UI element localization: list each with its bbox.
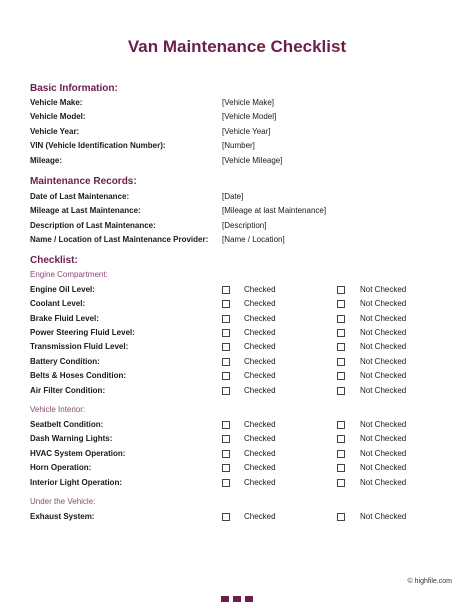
field-label: Name / Location of Last Maintenance Provider: bbox=[30, 235, 209, 244]
records-row bbox=[0, 192, 474, 204]
checked-label: Checked bbox=[244, 328, 276, 337]
item-label: Dash Warning Lights: bbox=[30, 434, 113, 443]
checkbox-not-checked[interactable] bbox=[337, 387, 345, 395]
checkbox-not-checked[interactable] bbox=[337, 329, 345, 337]
field-label: Date of Last Maintenance: bbox=[30, 192, 130, 201]
checkbox-not-checked[interactable] bbox=[337, 513, 345, 521]
basic-row bbox=[0, 98, 474, 110]
item-label: HVAC System Operation: bbox=[30, 449, 126, 458]
not-checked-label: Not Checked bbox=[360, 463, 407, 472]
field-label: Vehicle Make: bbox=[30, 98, 83, 107]
page-title: Van Maintenance Checklist bbox=[127, 37, 347, 56]
field-value[interactable]: [Mileage at last Maintenance] bbox=[222, 206, 327, 215]
item-label: Belts & Hoses Condition: bbox=[30, 371, 127, 380]
checkbox-not-checked[interactable] bbox=[337, 343, 345, 351]
field-label: VIN (Vehicle Identification Number): bbox=[30, 141, 166, 150]
item-label: Exhaust System: bbox=[30, 512, 95, 521]
checkbox-checked[interactable] bbox=[222, 435, 230, 443]
checkbox-not-checked[interactable] bbox=[337, 372, 345, 380]
not-checked-label: Not Checked bbox=[360, 328, 407, 337]
field-value[interactable]: [Vehicle Year] bbox=[222, 127, 271, 136]
item-label: Battery Condition: bbox=[30, 357, 100, 366]
group-under-the-vehicle: Under the Vehicle: bbox=[30, 497, 96, 506]
field-label: Description of Last Maintenance: bbox=[30, 221, 156, 230]
checked-label: Checked bbox=[244, 357, 276, 366]
checkbox-not-checked[interactable] bbox=[337, 358, 345, 366]
checkbox-checked[interactable] bbox=[222, 513, 230, 521]
item-label: Power Steering Fluid Level: bbox=[30, 328, 135, 337]
checked-label: Checked bbox=[244, 342, 276, 351]
item-label: Seatbelt Condition: bbox=[30, 420, 104, 429]
checklist-heading: Checklist: bbox=[30, 255, 78, 266]
item-label: Coolant Level: bbox=[30, 299, 86, 308]
footer-credit: © highfile.com bbox=[407, 578, 452, 585]
checkbox-checked[interactable] bbox=[222, 300, 230, 308]
field-label: Mileage at Last Maintenance: bbox=[30, 206, 141, 215]
checkbox-checked[interactable] bbox=[222, 343, 230, 351]
group-engine-compartment: Engine Compartment: bbox=[30, 270, 108, 279]
field-value[interactable]: [Number] bbox=[222, 141, 255, 150]
basic-row bbox=[0, 127, 474, 139]
checked-label: Checked bbox=[244, 512, 276, 521]
not-checked-label: Not Checked bbox=[360, 357, 407, 366]
not-checked-label: Not Checked bbox=[360, 434, 407, 443]
item-label: Horn Operation: bbox=[30, 463, 92, 472]
checklist-row bbox=[0, 328, 474, 340]
checked-label: Checked bbox=[244, 314, 276, 323]
checked-label: Checked bbox=[244, 478, 276, 487]
group-vehicle-interior: Vehicle Interior: bbox=[30, 405, 86, 414]
not-checked-label: Not Checked bbox=[360, 512, 407, 521]
maintenance-records-heading: Maintenance Records: bbox=[30, 176, 137, 187]
checklist-row bbox=[0, 299, 474, 311]
records-row bbox=[0, 221, 474, 233]
records-row bbox=[0, 235, 474, 247]
not-checked-label: Not Checked bbox=[360, 478, 407, 487]
checkbox-checked[interactable] bbox=[222, 479, 230, 487]
not-checked-label: Not Checked bbox=[360, 449, 407, 458]
checklist-row bbox=[0, 342, 474, 354]
item-label: Interior Light Operation: bbox=[30, 478, 122, 487]
basic-info-heading: Basic Information: bbox=[30, 83, 118, 94]
checklist-row bbox=[0, 512, 474, 524]
checked-label: Checked bbox=[244, 386, 276, 395]
checkbox-checked[interactable] bbox=[222, 387, 230, 395]
decor-square bbox=[245, 596, 253, 602]
field-value[interactable]: [Vehicle Model] bbox=[222, 112, 277, 121]
checklist-row bbox=[0, 357, 474, 369]
not-checked-label: Not Checked bbox=[360, 299, 407, 308]
field-label: Mileage: bbox=[30, 156, 63, 165]
not-checked-label: Not Checked bbox=[360, 371, 407, 380]
checkbox-checked[interactable] bbox=[222, 450, 230, 458]
checkbox-checked[interactable] bbox=[222, 372, 230, 380]
checkbox-checked[interactable] bbox=[222, 286, 230, 294]
field-value[interactable]: [Name / Location] bbox=[222, 235, 285, 244]
checkbox-not-checked[interactable] bbox=[337, 435, 345, 443]
checkbox-not-checked[interactable] bbox=[337, 421, 345, 429]
decor-square bbox=[233, 596, 241, 602]
item-label: Engine Oil Level: bbox=[30, 285, 95, 294]
checklist-row bbox=[0, 463, 474, 475]
checklist-row bbox=[0, 420, 474, 432]
checklist-row bbox=[0, 314, 474, 326]
not-checked-label: Not Checked bbox=[360, 314, 407, 323]
checked-label: Checked bbox=[244, 449, 276, 458]
checkbox-checked[interactable] bbox=[222, 464, 230, 472]
basic-row bbox=[0, 141, 474, 153]
item-label: Air Filter Condition: bbox=[30, 386, 106, 395]
field-value[interactable]: [Vehicle Mileage] bbox=[222, 156, 283, 165]
decor-square bbox=[221, 596, 229, 602]
checklist-row bbox=[0, 386, 474, 398]
checkbox-checked[interactable] bbox=[222, 358, 230, 366]
field-label: Vehicle Model: bbox=[30, 112, 86, 121]
checkbox-not-checked[interactable] bbox=[337, 286, 345, 294]
checked-label: Checked bbox=[244, 299, 276, 308]
checkbox-not-checked[interactable] bbox=[337, 315, 345, 323]
item-label: Transmission Fluid Level: bbox=[30, 342, 129, 351]
checked-label: Checked bbox=[244, 463, 276, 472]
not-checked-label: Not Checked bbox=[360, 420, 407, 429]
field-label: Vehicle Year: bbox=[30, 127, 80, 136]
item-label: Brake Fluid Level: bbox=[30, 314, 99, 323]
checkbox-not-checked[interactable] bbox=[337, 479, 345, 487]
checked-label: Checked bbox=[244, 285, 276, 294]
not-checked-label: Not Checked bbox=[360, 285, 407, 294]
field-value[interactable]: [Description] bbox=[222, 221, 267, 230]
basic-row bbox=[0, 112, 474, 124]
checkbox-checked[interactable] bbox=[222, 315, 230, 323]
records-row bbox=[0, 206, 474, 218]
checkbox-checked[interactable] bbox=[222, 421, 230, 429]
basic-row bbox=[0, 156, 474, 168]
not-checked-label: Not Checked bbox=[360, 386, 407, 395]
checklist-row bbox=[0, 478, 474, 490]
checklist-row bbox=[0, 434, 474, 446]
not-checked-label: Not Checked bbox=[360, 342, 407, 351]
checklist-row bbox=[0, 371, 474, 383]
checklist-row bbox=[0, 285, 474, 297]
checked-label: Checked bbox=[244, 434, 276, 443]
field-value[interactable]: [Date] bbox=[222, 192, 244, 201]
checkbox-not-checked[interactable] bbox=[337, 450, 345, 458]
checked-label: Checked bbox=[244, 371, 276, 380]
checkbox-not-checked[interactable] bbox=[337, 300, 345, 308]
checklist-row bbox=[0, 449, 474, 461]
field-value[interactable]: [Vehicle Make] bbox=[222, 98, 275, 107]
checkbox-checked[interactable] bbox=[222, 329, 230, 337]
checked-label: Checked bbox=[244, 420, 276, 429]
checkbox-not-checked[interactable] bbox=[337, 464, 345, 472]
